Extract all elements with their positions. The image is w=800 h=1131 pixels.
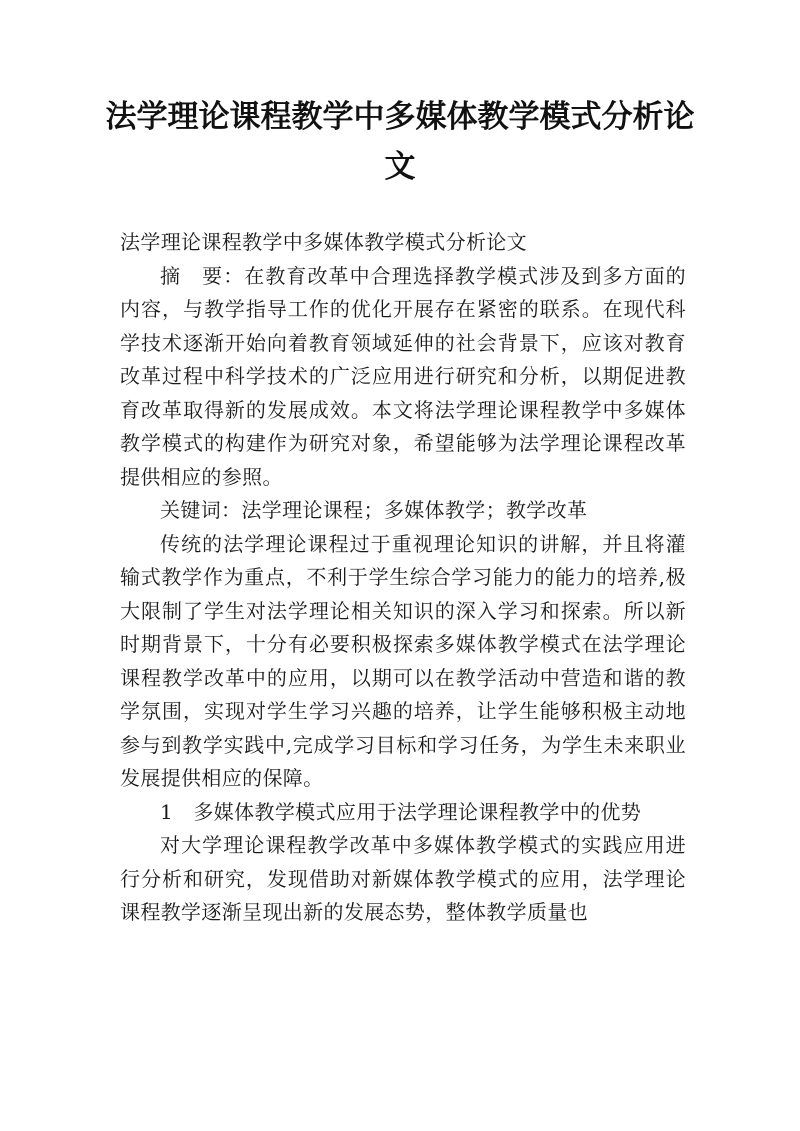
keywords-paragraph: 关键词：法学理论课程；多媒体教学；教学改革 [160,498,588,522]
abstract-paragraph: 摘 要：在教育改革中合理选择教学模式涉及到多方面的内容，与教学指导工作的优化开展存在紧密的联系。在现代科学技术逐渐开始向着教育领域延伸的社会背景下，应该对教育改革过程中科学技术的广泛应用进行研究和分析，以期促进教育改革取得新的发展成效。本文将法学理论课程教学中多媒体教学模式的构建作为研究对象，希望能够为法学理论课程改革提供相应的参照。 [120,263,686,489]
section-paragraph: 对大学理论课程教学改革中多媒体教学模式的实践应用进行分析和研究，发现借助对新媒体教学模式的应用，法学理论课程教学逐渐呈现出新的发展态势，整体教学质量也 [120,833,686,924]
document-subtitle: 法学理论课程教学中多媒体教学模式分析论文 [120,230,527,254]
document-title: 法学理论课程教学中多媒体教学模式分析论文 [105,99,695,185]
intro-paragraph: 传统的法学理论课程过于重视理论知识的讲解，并且将灌输式教学作为重点，不利于学生综合学习能力的能力的培养,极大限制了学生对法学理论相关知识的深入学习和探索。所以新时期背景下，十分有必要积极探索多媒体教学模式在法学理论课程教学改革中的应用，以期可以在教学活动中营造和谐的教学氛围，实现对学生学习兴趣的培养，让学生能够积极主动地参与到教学实践中,完成学习目标和学习任务，为学生未来职业发展提供相应的保障。 [120,531,686,790]
section-heading: 1 多媒体教学模式应用于法学理论课程教学中的优势 [160,799,642,824]
document-body [120,226,686,930]
